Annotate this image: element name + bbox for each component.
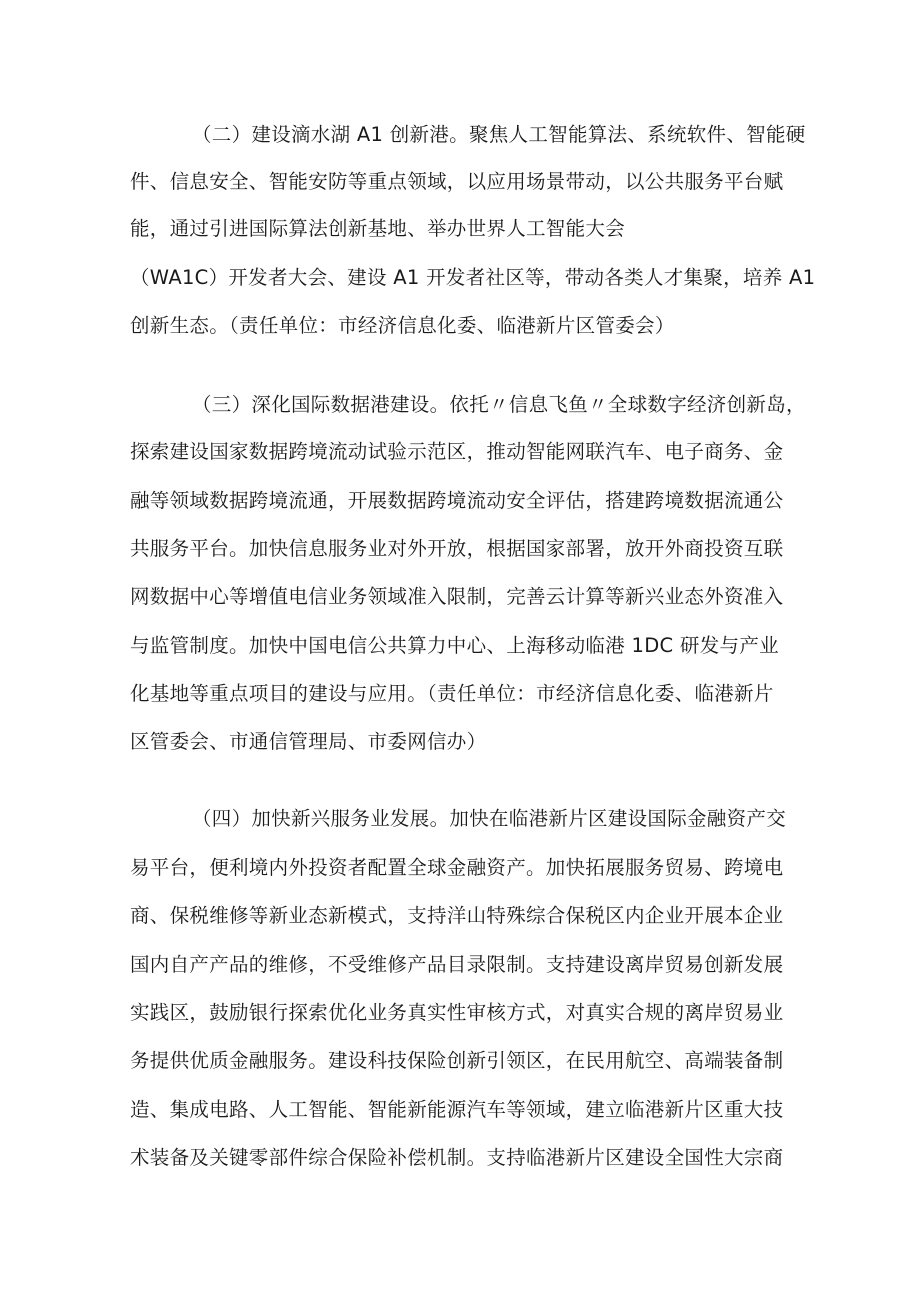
- paragraph-line: 实践区，鼓励银行探索优化业务真实性审核方式，对真实合规的离岸贸易业: [130, 1001, 784, 1024]
- paragraph-line: 造、集成电路、人工智能、智能新能源汽车等领域，建立临港新片区重大技: [130, 1098, 784, 1121]
- paragraph-line: 区管委会、市通信管理局、市委网信办）: [130, 730, 487, 753]
- paragraph-line: 探索建设国家数据跨境流动试验示范区，推动智能网联汽车、电子商务、金: [130, 440, 784, 463]
- paragraph-line: 创新生态。（责任单位：市经济信息化委、临港新片区管委会）: [130, 314, 675, 337]
- paragraph-line: 国内自产产品的维修，不受维修产品目录限制。支持建设离岸贸易创新发展: [130, 953, 784, 976]
- paragraph-line: 共服务平台。加快信息服务业对外开放，根据国家部署，放开外商投资互联: [130, 537, 784, 560]
- paragraph-line: 术装备及关键零部件综合保险补偿机制。支持临港新片区建设全国性大宗商: [130, 1146, 784, 1169]
- paragraph-line: 能，通过引进国际算法创新基地、举办世界人工智能大会: [130, 217, 626, 240]
- paragraph-line: 网数据中心等增值电信业务领域准入限制，完善云计算等新兴业态外资准入: [130, 585, 784, 608]
- paragraph-line: 务提供优质金融服务。建设科技保险创新引领区，在民用航空、高端装备制: [130, 1049, 784, 1072]
- paragraph-line: 件、信息安全、智能安防等重点领域，以应用场景带动，以公共服务平台赋: [130, 170, 784, 193]
- paragraph-line: （二）建设滴水湖 A1 创新港。聚焦人工智能算法、系统软件、智能硬: [192, 123, 806, 146]
- paragraph-line: 商、保税维修等新业态新模式，支持洋山特殊综合保税区内企业开展本企业: [130, 904, 784, 927]
- paragraph-line: 融等领域数据跨境流通，开展数据跨境流动安全评估，搭建跨境数据流通公: [130, 489, 784, 512]
- paragraph-line: 与监管制度。加快中国电信公共算力中心、上海移动临港 1DC 研发与产业: [130, 634, 779, 657]
- paragraph-line: 易平台，便利境内外投资者配置全球金融资产。加快拓展服务贸易、跨境电: [130, 856, 784, 879]
- paragraph-line: （四）加快新兴服务业发展。加快在临港新片区建设国际金融资产交: [192, 807, 787, 830]
- paragraph-line: （三）深化国际数据港建设。依托〃信息飞鱼〃全球数字经济创新岛，: [192, 393, 806, 416]
- paragraph-line: 化基地等重点项目的建设与应用。（责任单位：市经济信息化委、临港新片: [130, 682, 774, 705]
- paragraph-line: （WA1C）开发者大会、建设 A1 开发者社区等，带动各类人才集聚，培养 A1: [130, 266, 816, 289]
